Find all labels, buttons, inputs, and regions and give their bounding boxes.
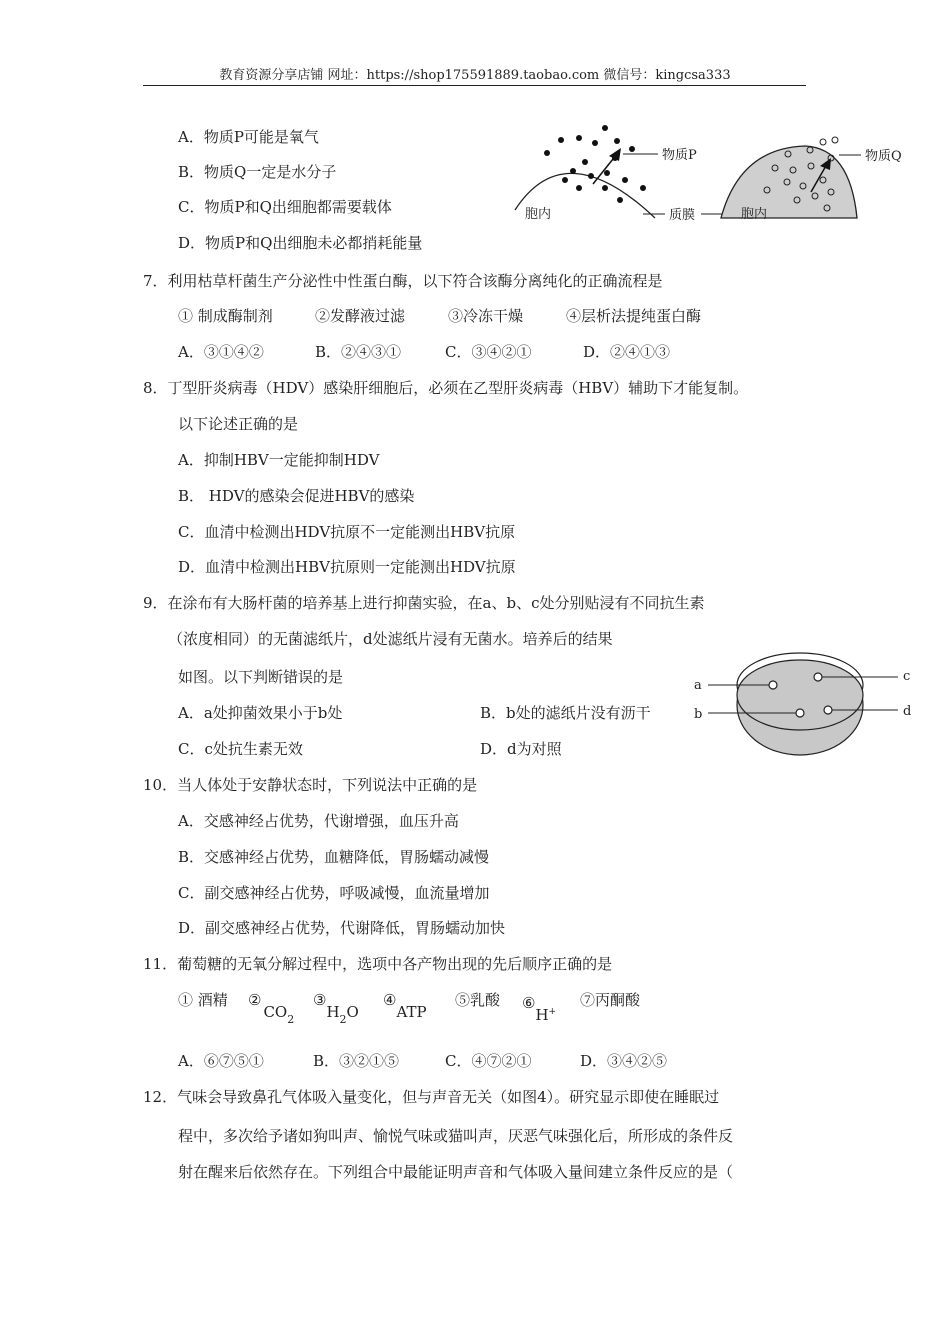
q7-step-4: ④层析法提纯蛋白酶 <box>566 307 702 325</box>
q6-option-c: C．物质P和Q出细胞都需要载体 <box>178 198 392 216</box>
q8-option-b: B． HDV的感染会促进HBV的感染 <box>178 487 415 505</box>
q9-option-d: D．d为对照 <box>480 740 562 758</box>
q11-product-4-num: ④ <box>383 991 397 1009</box>
q10-option-c: C．副交感神经占优势，呼吸减慢，血流量增加 <box>178 884 490 902</box>
q7-option-d: D．②④①③ <box>583 343 671 361</box>
q11-product-2-formula: $CO_2$ <box>263 1003 295 1026</box>
q7-option-c: C．③④②① <box>445 343 532 361</box>
q8-option-a: A．抑制HBV一定能抑制HDV <box>178 451 380 469</box>
q10-option-a: A．交感神经占优势，代谢增强，血压升高 <box>178 812 459 830</box>
q10-option-b: B．交感神经占优势，血糖降低，胃肠蠕动减慢 <box>178 848 490 866</box>
disc-b <box>796 709 804 717</box>
q12-line1: 12．气味会导致鼻孔气体吸入量变化，但与声音无关（如图4）。研究显示即使在睡眠过 <box>143 1088 720 1106</box>
label-membrane: 质膜 <box>669 208 696 223</box>
q8-option-d: D．血清中检测出HBV抗原则一定能测出HDV抗原 <box>178 558 516 576</box>
q11-product-4 <box>383 990 427 1021</box>
q11-product-7: ⑦丙酮酸 <box>580 991 641 1009</box>
label-a: a <box>694 678 702 693</box>
header-rule <box>143 85 806 86</box>
q9-option-c: C．c处抗生素无效 <box>178 740 303 758</box>
q11-product-1: ① 酒精 <box>178 991 228 1009</box>
q11-product-3 <box>313 990 359 1026</box>
q7-stem: 7．利用枯草杆菌生产分泌性中性蛋白酶，以下符合该酶分离纯化的正确流程是 <box>143 272 663 290</box>
q7-step-3: ③冷冻干燥 <box>448 307 524 325</box>
substance-p-dots <box>544 125 646 203</box>
q8-stem-line2: 以下论述正确的是 <box>178 415 299 433</box>
disc-c <box>814 673 822 681</box>
q11-product-6 <box>522 990 557 1024</box>
q7-step-2: ②发酵液过滤 <box>315 307 406 325</box>
q6-option-a: A．物质P可能是氧气 <box>178 128 319 146</box>
q10-option-d: D．副交感神经占优势，代谢降低，胃肠蠕动加快 <box>178 919 506 937</box>
q9-stem-line3: 如图。以下判断错误的是 <box>178 668 344 686</box>
q9-option-a: A．a处抑菌效果小于b处 <box>178 704 343 722</box>
label-b: b <box>694 707 703 722</box>
q9-stem-line1: 9．在涂布有大肠杆菌的培养基上进行抑菌实验，在a、b、c处分别贴浸有不同抗生素 <box>143 594 705 612</box>
q10-stem: 10．当人体处于安静状态时，下列说法中正确的是 <box>143 776 478 794</box>
q9-petri-dish-figure <box>690 640 920 770</box>
q11-stem: 11．葡萄糖的无氧分解过程中，选项中各产物出现的先后顺序正确的是 <box>143 955 613 973</box>
q6-membrane-figure <box>505 118 925 228</box>
q11-product-4-formula: ATP <box>396 1003 427 1021</box>
disc-a <box>769 681 777 689</box>
label-inside-left: 胞内 <box>525 207 552 222</box>
q9-stem-line2: （浓度相同）的无菌滤纸片，d处滤纸片浸有无菌水。培养后的结果 <box>168 630 613 648</box>
label-c: c <box>903 669 911 684</box>
q11-product-5: ⑤乳酸 <box>455 991 501 1009</box>
q11-product-3-num: ③ <box>313 991 327 1009</box>
q11-product-3-formula: $H_2O$ <box>326 1003 359 1026</box>
q7-step-1: ① 制成酶制剂 <box>178 307 273 325</box>
q11-option-c: C．④⑦②① <box>445 1052 532 1070</box>
page-header: 教育资源分享店铺 网址：https://shop175591889.taobao.com 微信号：kingcsa333 <box>219 68 731 83</box>
q7-option-a: A．③①④② <box>178 343 264 361</box>
label-inside-right: 胞内 <box>741 207 768 222</box>
q12-line3: 射在醒来后依然存在。下列组合中最能证明声音和气体吸入量间建立条件反应的是（ <box>178 1163 734 1181</box>
q8-option-c: C．血清中检测出HDV抗原不一定能测出HBV抗原 <box>178 523 516 541</box>
q11-product-6-formula: H+ <box>535 1006 557 1024</box>
q12-line2: 程中，多次给予诸如狗叫声、愉悦气味或猫叫声，厌恶气味强化后，所形成的条件反 <box>178 1127 734 1145</box>
dish-medium <box>737 660 863 730</box>
q11-product-2 <box>248 990 295 1026</box>
q11-product-6-num: ⑥ <box>522 994 536 1012</box>
q6-option-b: B．物质Q一定是水分子 <box>178 163 337 181</box>
q11-option-d: D．③④②⑤ <box>580 1052 668 1070</box>
q8-stem-line1: 8．丁型肝炎病毒（HDV）感染肝细胞后，必须在乙型肝炎病毒（HBV）辅助下才能复制。 <box>143 379 749 397</box>
q11-option-b: B．③②①⑤ <box>313 1052 400 1070</box>
q6-option-d: D．物质P和Q出细胞未必都捎耗能量 <box>178 234 423 252</box>
q11-product-2-num: ② <box>248 991 262 1009</box>
q11-option-a: A．⑥⑦⑤① <box>178 1052 264 1070</box>
label-q: 物质Q <box>865 149 902 164</box>
p-arrow <box>593 154 617 184</box>
q9-option-b: B．b处的滤纸片没有沥干 <box>480 704 651 722</box>
label-p: 物质P <box>662 148 697 163</box>
q7-option-b: B．②④③① <box>315 343 402 361</box>
label-d: d <box>903 704 912 719</box>
disc-d <box>824 706 832 714</box>
